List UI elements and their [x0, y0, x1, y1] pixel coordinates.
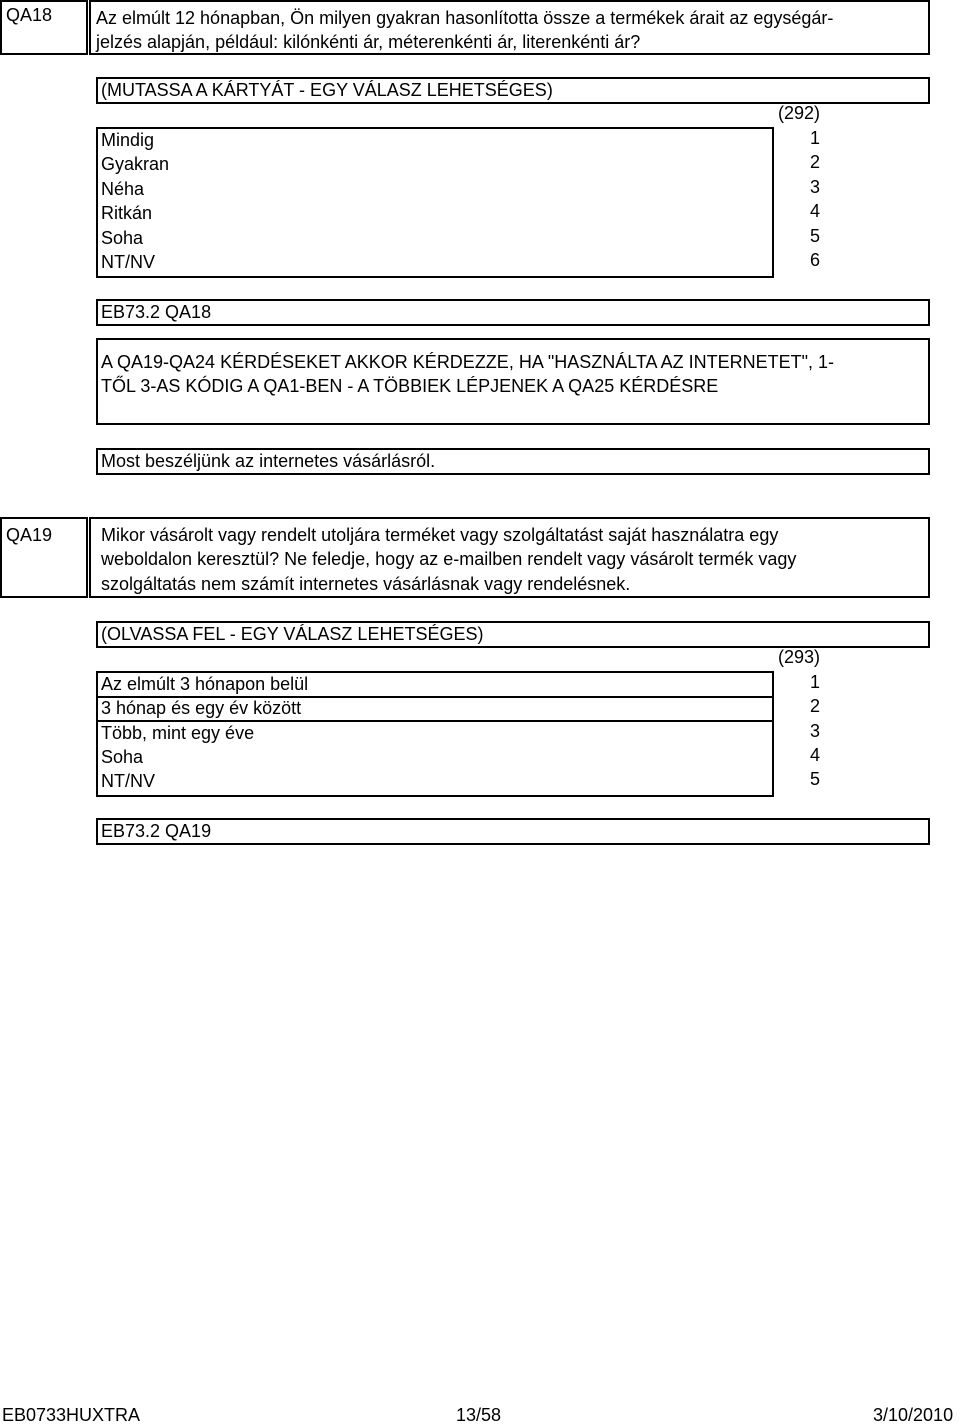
qa18-code-5: 5 [809, 226, 820, 246]
qa19-question-line2: weboldalon keresztül? Ne feledje, hogy az e-mailben rendelt vagy vásárolt termék vagy [101, 549, 797, 569]
qa18-column-code: (292) [777, 103, 821, 123]
qa18-question-line2: jelzés alapján, például: kilónkénti ár, méterenkénti ár, literenkénti ár? [96, 32, 641, 52]
qa18-code-6: 6 [809, 250, 820, 270]
qa18-instruction: (MUTASSA A KÁRTYÁT - EGY VÁLASZ LEHETSÉGES) [101, 80, 553, 100]
qa19-answer-2: 3 hónap és egy év között [101, 698, 302, 718]
qa19-reference: EB73.2 QA19 [101, 821, 212, 841]
qa18-code-1: 1 [809, 128, 820, 148]
qa19-code-3: 3 [809, 721, 820, 741]
qa19-column-code: (293) [777, 647, 821, 667]
qa18-code-2: 2 [809, 152, 820, 172]
qa18-code-4: 4 [809, 201, 820, 221]
qa19-id: QA19 [6, 525, 53, 545]
qa18-reference: EB73.2 QA18 [101, 302, 212, 322]
intro-text: Most beszéljünk az internetes vásárlásról. [101, 451, 436, 471]
qa19-reference-box [96, 818, 930, 845]
qa19-code-5: 5 [809, 769, 820, 789]
qa18-answer-6: NT/NV [101, 252, 155, 272]
qa19-code-4: 4 [809, 745, 820, 765]
qa19-answer-1: Az elmúlt 3 hónapon belül [101, 674, 309, 694]
qa19-question-line3: szolgáltatás nem számít internetes vásárlásnak vagy rendelésnek. [101, 574, 631, 594]
qa18-reference-box [96, 299, 930, 326]
qa19-answer-4: Soha [101, 747, 144, 767]
qa18-answer-4: Ritkán [101, 203, 153, 223]
qa18-answer-2: Gyakran [101, 154, 170, 174]
filter-line1: A QA19-QA24 KÉRDÉSEKET AKKOR KÉRDEZZE, HA "HASZNÁLTA AZ INTERNETET", 1- [101, 352, 834, 372]
qa19-question-line1: Mikor vásárolt vagy rendelt utoljára terméket vagy szolgáltatást saját használatra egy [101, 525, 779, 545]
qa18-answer-3: Néha [101, 179, 145, 199]
qa18-id: QA18 [6, 5, 53, 25]
qa19-code-1: 1 [809, 672, 820, 692]
qa19-instruction: (OLVASSA FEL - EGY VÁLASZ LEHETSÉGES) [101, 624, 484, 644]
qa18-question-line1: Az elmúlt 12 hónapban, Ön milyen gyakran hasonlította össze a termékek árait az egységár- [96, 8, 834, 28]
footer-doc-id: EB0733HUXTRA [2, 1405, 141, 1425]
footer-date: 3/10/2010 [873, 1405, 954, 1425]
qa18-answer-1: Mindig [101, 130, 155, 150]
qa19-answer-5: NT/NV [101, 771, 155, 791]
footer-page-number: 13/58 [456, 1405, 502, 1425]
qa18-answer-5: Soha [101, 228, 144, 248]
qa19-answer-3: Több, mint egy éve [101, 723, 255, 743]
filter-line2: TŐL 3-AS KÓDIG A QA1-BEN - A TÖBBIEK LÉPJENEK A QA25 KÉRDÉSRE [101, 376, 719, 396]
qa18-answer-box [96, 127, 774, 278]
qa18-code-3: 3 [809, 177, 820, 197]
qa19-code-2: 2 [809, 696, 820, 716]
